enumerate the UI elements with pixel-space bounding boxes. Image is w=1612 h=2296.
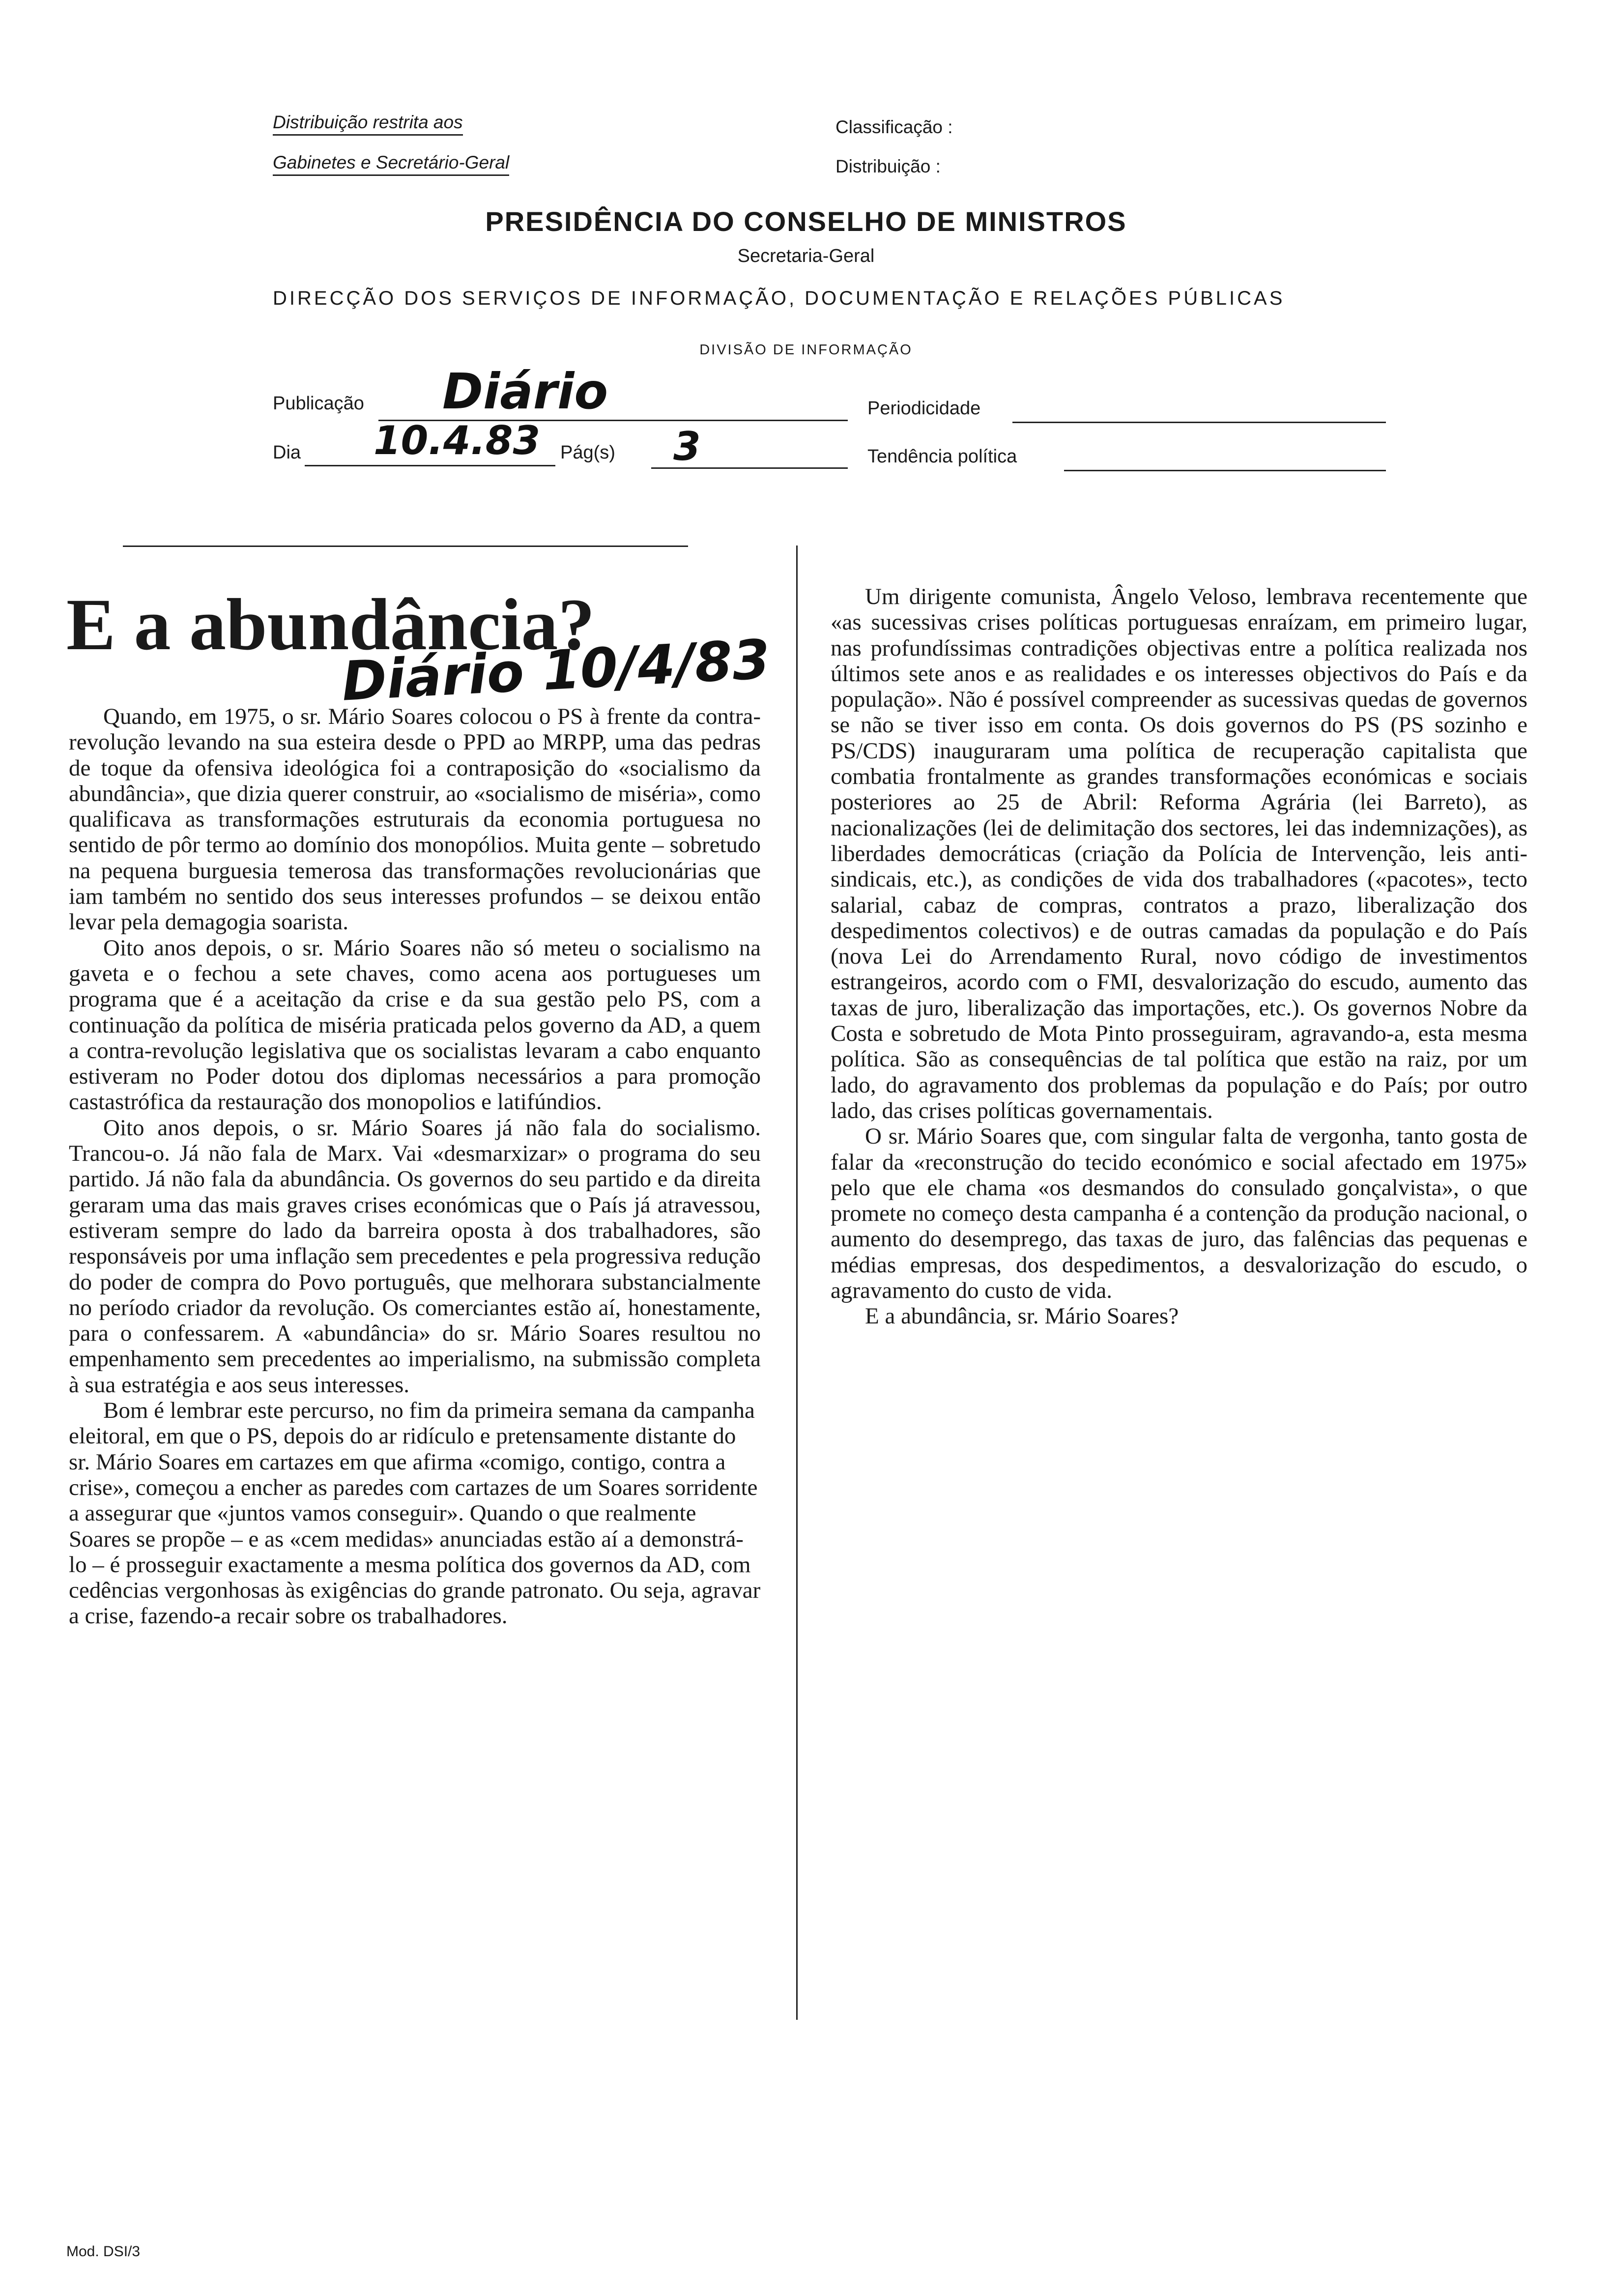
page-subtitle: Secretaria-Geral: [737, 246, 875, 266]
page-title: PRESIDÊNCIA DO CONSELHO DE MINISTROS: [485, 206, 1127, 237]
distribution-note-line2: Gabinetes e Secretário-Geral: [273, 152, 509, 173]
paragraph: E a abundância, sr. Mário Soares?: [865, 1303, 1179, 1329]
paragraph: Quando, em 1975, o sr. Mário Soares colocou o PS à frente da contra-revolução levando na sua esteira desde o PPD ao MRPP, uma das pedras de toque da ofensiva ideológica foi a contraposição do «socialismo da abundância», que dizia querer construir, ao «socialismo de miséria», como qualificava as transformações estruturais da economia portuguesa no sentido de pôr termo ao domínio dos monopólios. Muita gente – sobretudo na pequena burguesia temerosa das transformações revolucionárias que iam também no sentido dos seus interesses profundos – se deixou então levar pela demagogia soarista.: [69, 704, 761, 935]
publication-value: Diário: [442, 363, 608, 420]
day-label: Dia: [273, 442, 301, 463]
header-divider-rule: [123, 545, 688, 547]
article-column-2: [831, 584, 1527, 1329]
classification-label: Classificação :: [835, 117, 953, 137]
periodicity-underline: [1012, 419, 1386, 423]
handwritten-date-note: Diário 10/4/83: [340, 628, 772, 713]
article-column-1: [69, 704, 761, 1629]
article-headline: E a abundância?: [66, 584, 595, 665]
paragraph: Um dirigente comunista, Ângelo Veloso, lembrava recentemente que «as sucessivas crises políticas portuguesas enraízam, em primeiro lugar, nas profundíssimas contradições objectivas entre a política realizada nos últimos sete anos e as realidades e os interesses objectivos do País e da população». Não é possível compreender as sucessivas quedas de governos se não se tiver isso em conta. Os dois governos do PS (PS sozinho e PS/CDS) inauguraram uma política de recuperação capitalista que combatia frontalmente as grandes transformações económicas e sociais posteriores ao 25 de Abril: Reforma Agrária (lei Barreto), as nacionalizações (lei de delimitação dos sectores, lei das indemnizações), as liberdades democráticas (criação da Polícia de Intervenção, leis anti-sindicais, etc.), as condições de vida dos trabalhadores («pacotes», tecto salarial, cabaz de compras, contratos a prazo, liberalização dos despedimentos colectivos) e de outras camadas da população e do País (nova Lei do Arrendamento Rural, novo código de investimentos estrangeiros, acordo com o FMI, desvalorização do escudo, aumento das taxas de juro, liberalização das importações, etc.). Os governos Nobre da Costa e sobretudo de Mota Pinto prosseguiram, agravando-a, esta mesma política. São as consequências de tal política que estão na raiz, por um lado, do agravamento dos problemas da população e do País; por outro lado, das crises políticas governamentais.: [831, 584, 1527, 1123]
column-divider-rule: [796, 545, 798, 2020]
paragraph: O sr. Mário Soares que, com singular falta de vergonha, tanto gosta de falar da «reconstrução do tecido económico e social afectado em 1975» pelo que ele chama «os desmandos do consulado gonçalvista», o que promete no começo desta campanha é a contenção da produção nacional, o aumento do desemprego, das taxas de juro, das falências das pequenas e médias empresas, dos despedimentos, a desvalorização do escudo, o agravamento do custo de vida.: [831, 1123, 1527, 1304]
tendency-label: Tendência política: [867, 446, 1017, 467]
paragraph: Oito anos depois, o sr. Mário Soares não só meteu o socialismo na gaveta e o fechou a sete chaves, como acena aos portugueses um programa que é a aceitação da crise e da sua gestão pelo PS, com a continuação da política de miséria praticada pelos governo da AD, a quem a contra-revolução legislativa que os socialistas levaram a cabo enquanto estiveram no Poder dotou dos diplomas necessários a para promoção castastrófica da restauração dos monopolios e latifúndios.: [69, 935, 761, 1115]
directorate-line: DIRECÇÃO DOS SERVIÇOS DE INFORMAÇÃO, DOCUMENTAÇÃO E RELAÇÕES PÚBLICAS: [273, 287, 1285, 309]
periodicity-label: Periodicidade: [867, 398, 981, 419]
form-code: Mod. DSI/3: [66, 2243, 141, 2260]
paragraph: Bom é lembrar este percurso, no fim da primeira semana da campanha eleitoral, em que o PS, depois do ar ridículo e pretensamente distante do sr. Mário Soares em cartazes em que afirma «comigo, contigo, contra a crise», começou a encher as paredes com cartazes de um Soares sorridente a assegurar que «juntos vamos conseguir». Quando o que realmente Soares se propõe – e as «cem medidas» anunciadas estão aí a demonstrá-lo – é prosseguir exactamente a mesma política dos governos da AD, com cedências vergonhosas às exigências do grande patronato. Ou seja, agravar a crise, fazendo-a recair sobre os trabalhadores.: [69, 1398, 761, 1629]
distribution-label: Distribuição :: [835, 156, 941, 176]
tendency-underline: [1064, 467, 1386, 471]
distribution-note-line1: Distribuição restrita aos: [273, 112, 463, 133]
pages-label: Pág(s): [560, 442, 615, 463]
pages-value: 3: [673, 424, 701, 469]
publication-label: Publicação: [273, 393, 364, 414]
paragraph: Oito anos depois, o sr. Mário Soares já não fala do socialismo. Trancou-o. Já não fala de Marx. Vai «desmarxizar» o programa do seu partido. Já não fala da abundância. Os governos do seu partido e da direita geraram uma das mais graves crises económicas que o País já atravessou, estiveram sempre do lado da barreira oposta à dos trabalhadores, são responsáveis por uma inflação sem precedentes e pela progressiva redução do poder de compra do Povo português, que melhorara substancialmente no período criador da revolução. Os comerciantes estão aí, honestamente, para o confessarem. A «abundância» do sr. Mário Soares resultou no empenhamento sem precedentes ao imperialismo, na submissão completa à sua estratégia e aos seus interesses.: [69, 1115, 761, 1398]
division-line: DIVISÃO DE INFORMAÇÃO: [699, 342, 913, 358]
day-value: 10.4.83: [374, 418, 541, 463]
